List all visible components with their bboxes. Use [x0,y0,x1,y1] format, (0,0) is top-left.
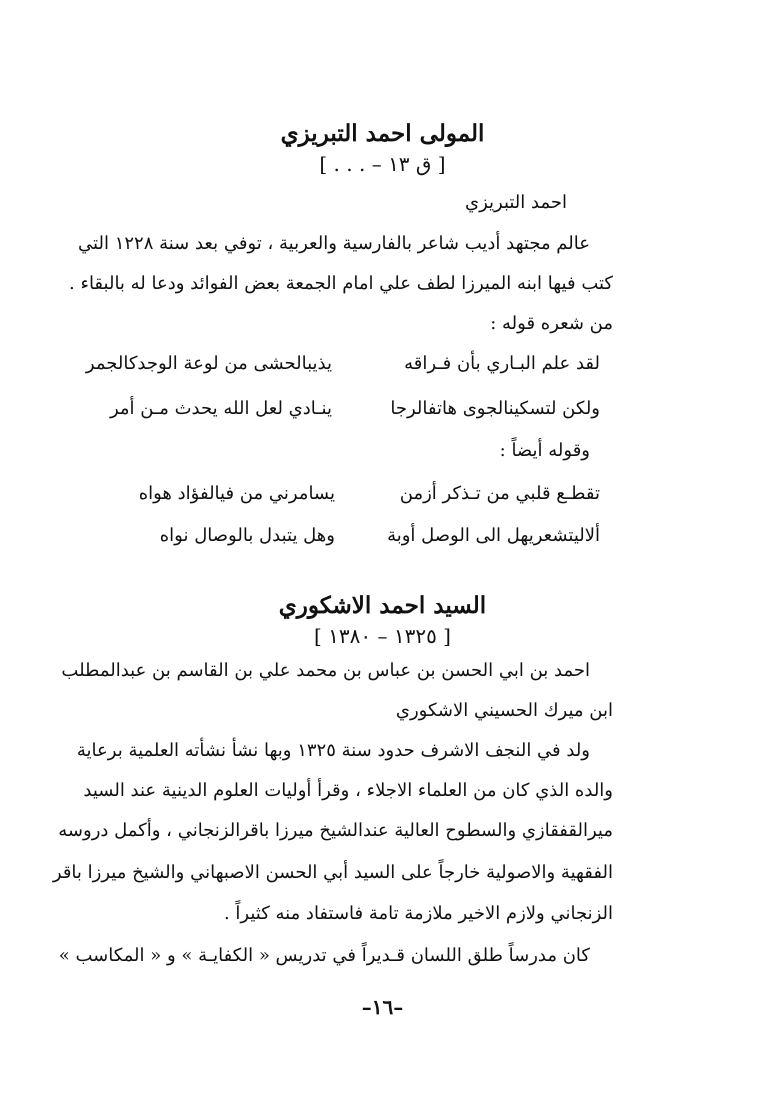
paragraph-line: ابن ميرك الحسيني الاشكوري [395,700,613,721]
verse-hemistich-first: ألاليتشعريهل الى الوصل أوبة [387,525,600,546]
verse-hemistich-second: ينـادي لعل الله يحدث مـن أمر [109,398,332,419]
entry-subheading: احمد التبريزي [464,192,567,213]
paragraph-line: كتب فيها ابنه الميرزا لطف علي امام الجمعة بعض الفوائد ودعا له بالبقاء . [69,273,613,294]
poem-intro: وقوله أيضاً : [499,440,590,461]
paragraph-line: ميرالقفقازي والسطوح العالية عندالشيخ ميرزا باقرالزنجاني ، وأكمل دروسه [58,820,613,841]
entry-title-tabrizi: المولى احمد التبريزي [280,120,485,147]
verse-hemistich-first: ولكن لتسكينالجوى هاتفالرجا [390,398,600,419]
entry-dates-tabrizi: [ ق ١٣ – . . . ] [319,152,446,176]
paragraph-line: الزنجاني ولازم الاخير ملازمة تامة فاستفاد منه كثيراً . [223,903,613,924]
verse-hemistich-second: وهل يتبدل بالوصال نواه [159,525,335,546]
paragraph-line: كان مدرساً طلق اللسان قـديراً في تدريس « الكفايـة » و « المكاسب » [58,945,590,966]
paragraph-line: والده الذي كان من العلماء الاجلاء ، وقرأ أوليات العلوم الدينية عند السيد [83,780,613,801]
entry-dates-ashkouri: [ ١٣٢٥ – ١٣٨٠ ] [314,624,451,648]
verse-hemistich-second: يذيبالحشى من لوعة الوجدكالجمر [85,353,332,374]
entry-title-ashkouri: السيد احمد الاشكوري [278,592,487,619]
paragraph-line: عالم مجتهد أديب شاعر بالفارسية والعربية ، توفي بعد سنة ١٢٢٨ التي [78,233,590,254]
poem-intro: من شعره قوله : [490,313,613,334]
paragraph-line: احمد بن ابي الحسن بن عباس بن محمد علي بن القاسم بن عبدالمطلب [61,660,590,681]
verse-hemistich-first: لقد علم البـاري بأن فـراقه [404,353,600,374]
verse-hemistich-second: يسامرني من فيالفؤاد هواه [138,483,335,504]
page-number: –١٦– [361,995,404,1019]
verse-hemistich-first: تقطـع قلبي من تـذكر أزمن [399,483,600,504]
paragraph-line: ولد في النجف الاشرف حدود سنة ١٣٢٥ وبها نشأ نشأته العلمية برعاية [76,740,590,761]
paragraph-line: الفقهية والاصولية خارجاً على السيد أبي الحسن الاصبهاني والشيخ ميرزا باقر [52,862,613,883]
